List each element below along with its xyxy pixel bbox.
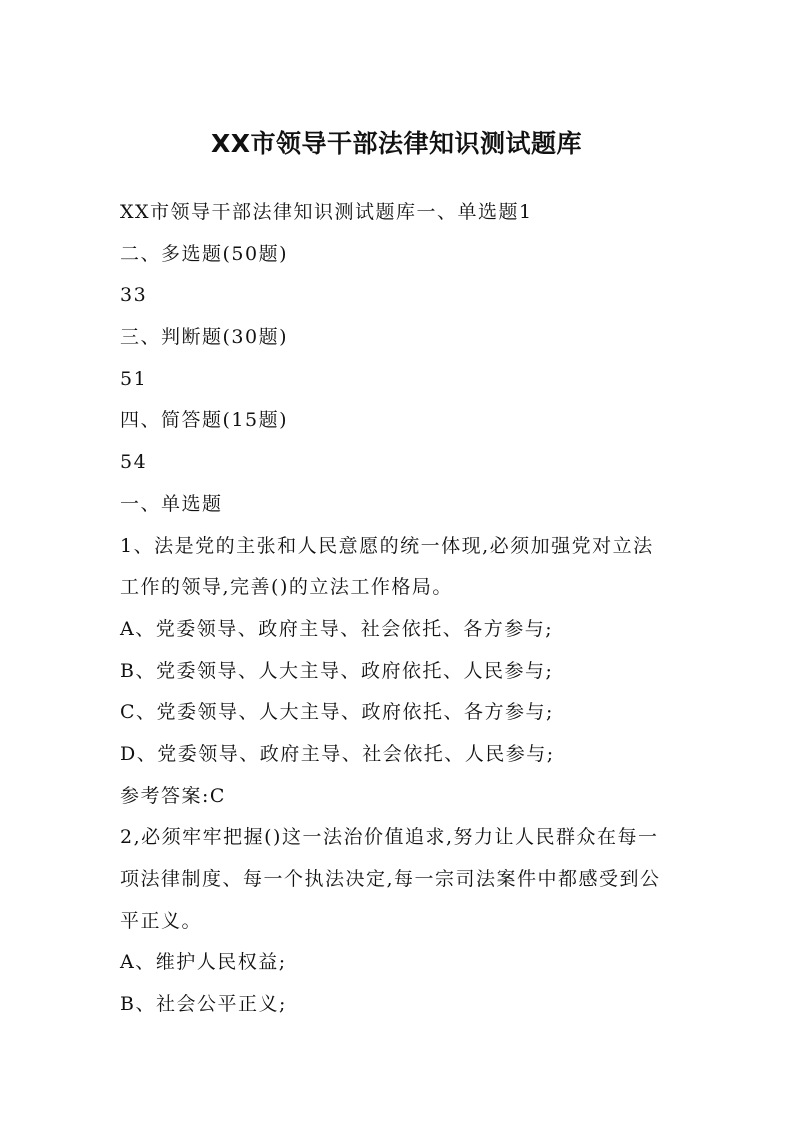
reference-answer: 参考答案:C [120,784,226,807]
question-text: 平正义。 [120,909,203,932]
answer-option: B、党委领导、人大主导、政府依托、人民参与; [120,659,554,682]
answer-option: C、党委领导、人大主导、政府依托、各方参与; [120,701,554,724]
toc-page-number: 51 [120,367,148,390]
toc-line-multiple-choice: 二、多选题(50题) [120,242,289,265]
toc-line-short-answer: 四、简答题(15题) [120,409,289,432]
answer-option: B、社会公平正义; [120,993,287,1016]
question-text: 1、法是党的主张和人民意愿的统一体现,必须加强党对立法 [120,534,654,557]
document-body [120,192,680,1026]
toc-page-number: 54 [120,451,148,474]
question-text: 工作的领导,完善()的立法工作格局。 [120,576,453,599]
answer-option: A、维护人民权益; [120,951,287,974]
question-text: 2,必须牢牢把握()这一法治价值追求,努力让人民群众在每一 [120,826,659,849]
answer-option: D、党委领导、政府主导、社会依托、人民参与; [120,742,555,765]
answer-option: A、党委领导、政府主导、社会依托、各方参与; [120,617,554,640]
toc-page-number: 33 [120,284,148,307]
question-text: 项法律制度、每一个执法决定,每一宗司法案件中都感受到公 [120,868,661,890]
toc-line-true-false: 三、判断题(30题) [120,326,289,349]
toc-line-single-choice: XX市领导干部法律知识测试题库一、单选题1 [120,201,533,223]
document-title: XX市领导干部法律知识测试题库 [210,129,583,158]
section-heading: 一、单选题 [120,492,223,515]
